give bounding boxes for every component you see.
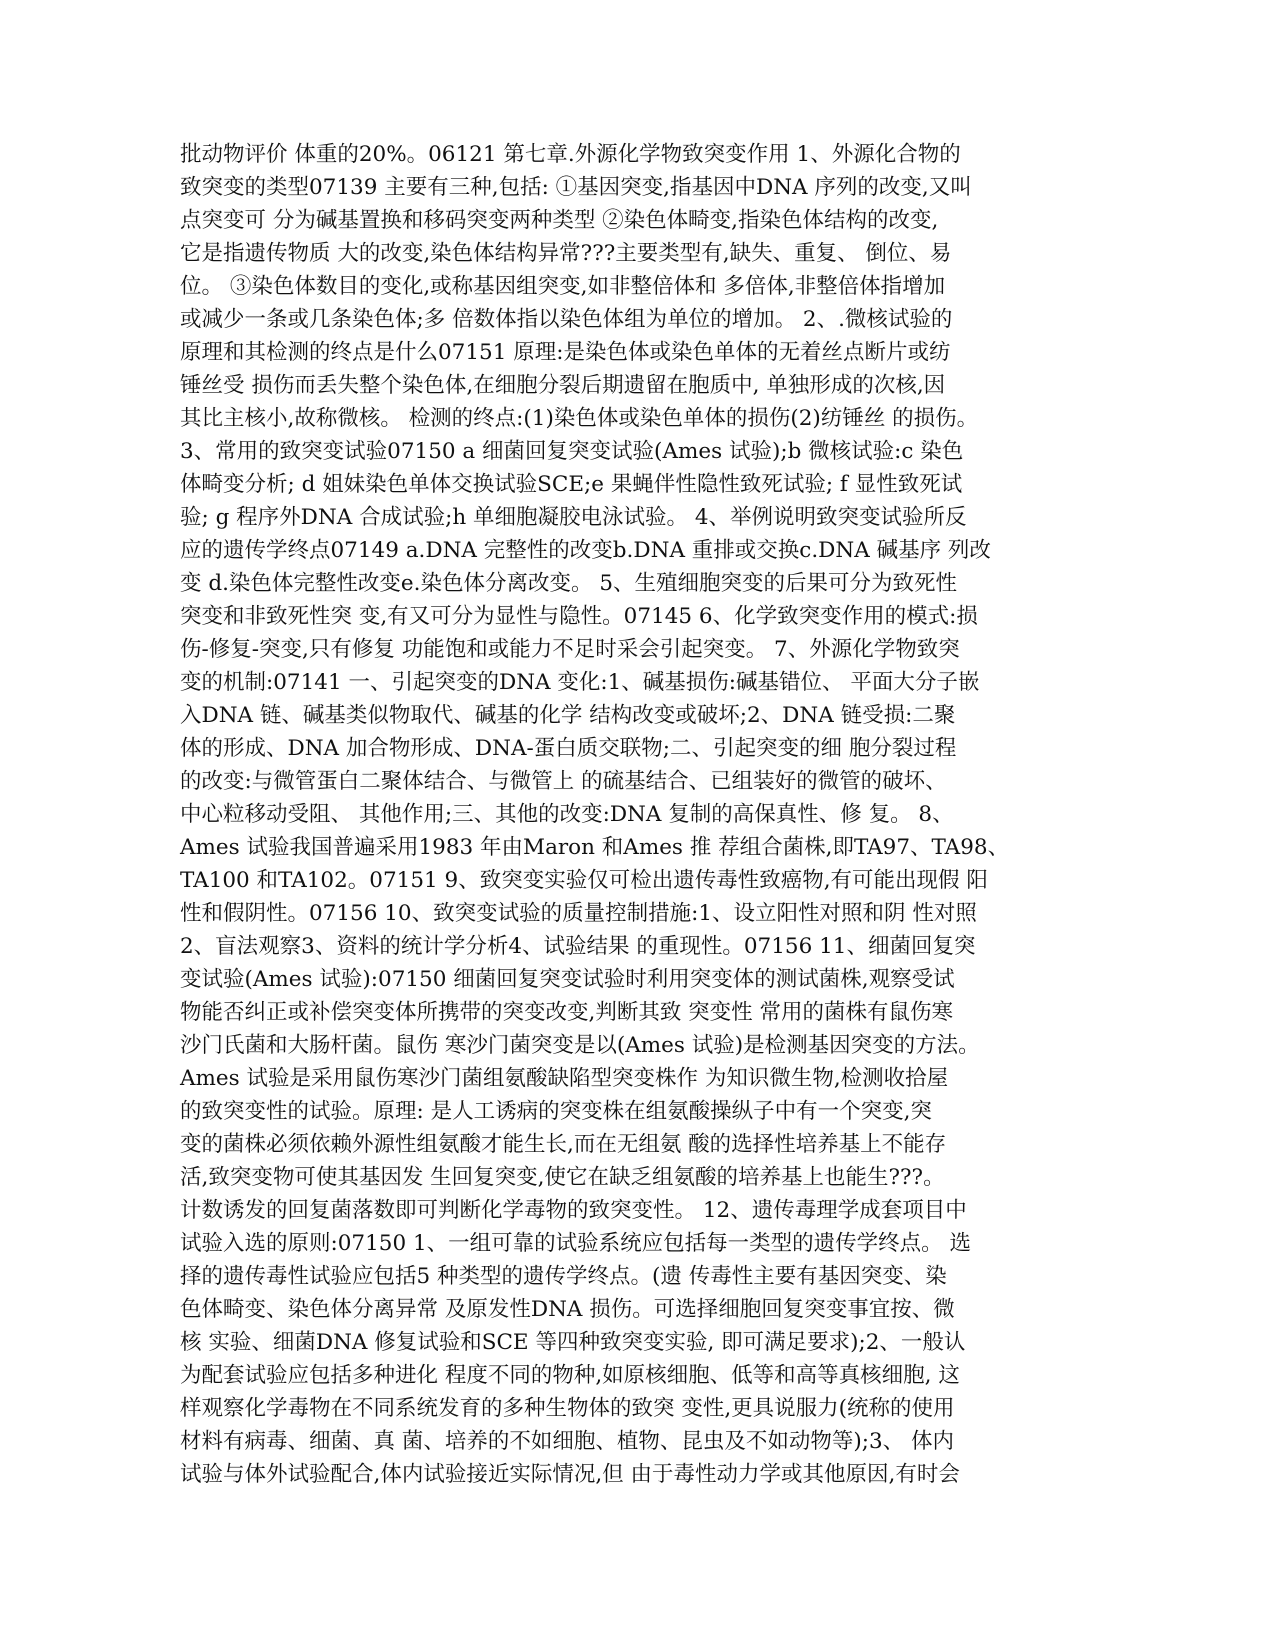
text-line: 批动物评价 体重的20%。06121 第七章.外源化学物致突变作用 1、外源化合物的 [180, 142, 961, 167]
text-line: 或减少一条或几条染色体;多 倍数体指以染色体组为单位的增加。 2、.微核试验的 [180, 307, 953, 332]
text-line: Ames 试验我国普遍采用1983 年由Maron 和Ames 推 荐组合菌株,即TA97、TA98、 [180, 835, 1010, 860]
text-line: 其比主核小,故称微核。 检测的终点:(1)染色体或染色单体的损伤(2)纺锤丝 的损伤。 [180, 406, 979, 431]
text-line: 色体畸变、染色体分离异常 及原发性DNA 损伤。可选择细胞回复突变事宜按、微 [180, 1297, 955, 1322]
text-line: 核 实验、细菌DNA 修复试验和SCE 等四种致突变实验, 即可满足要求);2、一般认 [180, 1330, 966, 1355]
text-line: 3、常用的致突变试验07150 a 细菌回复突变试验(Ames 试验);b 微核试验:c 染色 [180, 439, 964, 464]
text-line: 试验入选的原则:07150 1、一组可靠的试验系统应包括每一类型的遗传学终点。 选 [180, 1231, 971, 1256]
text-line: 变试验(Ames 试验):07150 细菌回复突变试验时利用突变体的测试菌株,观察受试 [180, 967, 955, 992]
text-line: 的改变:与微管蛋白二聚体结合、与微管上 的硫基结合、已组装好的微管的破坏、 [180, 769, 947, 794]
text-line: 变的机制:07141 一、引起突变的DNA 变化:1、碱基损伤:碱基错位、 平面大分子嵌 [180, 670, 980, 695]
document-page [180, 138, 1050, 1491]
text-line: 变 d.染色体完整性改变e.染色体分离改变。 5、生殖细胞突变的后果可分为致死性 [180, 571, 958, 596]
text-line: 试验与体外试验配合,体内试验接近实际情况,但 由于毒性动力学或其他原因,有时会 [180, 1462, 960, 1487]
text-line: 突变和非致死性突 变,有又可分为显性与隐性。07145 6、化学致突变作用的模式:损 [180, 604, 978, 629]
text-line: 位。 ③染色体数目的变化,或称基因组突变,如非整倍体和 多倍体,非整倍体指增加 [180, 274, 946, 299]
text-line: 择的遗传毒性试验应包括5 种类型的遗传学终点。(遗 传毒性主要有基因突变、染 [180, 1264, 947, 1289]
text-line: 锤丝受 损伤而丢失整个染色体,在细胞分裂后期遗留在胞质中, 单独形成的次核,因 [180, 373, 946, 398]
text-line: 计数诱发的回复菌落数即可判断化学毒物的致突变性。 12、遗传毒理学成套项目中 [180, 1198, 967, 1223]
text-line: 物能否纠正或补偿突变体所携带的突变改变,判断其致 突变性 常用的菌株有鼠伤寒 [180, 1000, 954, 1025]
text-line: 原理和其检测的终点是什么07151 原理:是染色体或染色单体的无着丝点断片或纺 [180, 340, 951, 365]
text-line: 变的菌株必须依赖外源性组氨酸才能生长,而在无组氨 酸的选择性培养基上不能存 [180, 1132, 947, 1157]
text-line: 应的遗传学终点07149 a.DNA 完整性的改变b.DNA 重排或交换c.DNA 碱基序 列改 [180, 538, 991, 563]
text-line: 它是指遗传物质 大的改变,染色体结构异常???主要类型有,缺失、重复、 倒位、易 [180, 241, 952, 266]
text-line: TA100 和TA102。07151 9、致突变实验仅可检出遗传毒性致癌物,有可能出现假 阳 [180, 868, 988, 893]
text-line: 为配套试验应包括多种进化 程度不同的物种,如原核细胞、低等和高等真核细胞, 这 [180, 1363, 960, 1388]
text-line: 伤-修复-突变,只有修复 功能饱和或能力不足时采会引起突变。 7、外源化学物致突 [180, 637, 960, 662]
text-line: 2、盲法观察3、资料的统计学分析4、试验结果 的重现性。07156 11、细菌回复突 [180, 934, 976, 959]
text-line: 的致突变性的试验。原理: 是人工诱病的突变株在组氨酸操纵子中有一个突变,突 [180, 1099, 932, 1124]
text-line: 中心粒移动受阻、 其他作用;三、其他的改变:DNA 复制的高保真性、修 复。 8、 [180, 802, 954, 827]
text-line: 样观察化学毒物在不同系统发育的多种生物体的致突 变性,更具说服力(统称的使用 [180, 1396, 955, 1421]
text-line: 入DNA 链、碱基类似物取代、碱基的化学 结构改变或破坏;2、DNA 链受损:二聚 [180, 703, 956, 728]
text-line: Ames 试验是采用鼠伤寒沙门菌组氨酸缺陷型突变株作 为知识微生物,检测收拾屋 [180, 1066, 949, 1091]
text-line: 验; g 程序外DNA 合成试验;h 单细胞凝胶电泳试验。 4、举例说明致突变试验所反 [180, 505, 967, 530]
text-line: 沙门氏菌和大肠杆菌。鼠伤 寒沙门菌突变是以(Ames 试验)是检测基因突变的方法。 [180, 1033, 980, 1058]
text-line: 体的形成、DNA 加合物形成、DNA-蛋白质交联物;二、引起突变的细 胞分裂过程 [180, 736, 957, 761]
text-line: 致突变的类型07139 主要有三种,包括: ①基因突变,指基因中DNA 序列的改变,又叫 [180, 175, 972, 200]
text-line: 性和假阴性。07156 10、致突变试验的质量控制措施:1、设立阳性对照和阴 性对照 [180, 901, 977, 926]
text-line: 材料有病毒、细菌、真 菌、培养的不如细胞、植物、昆虫及不如动物等);3、 体内 [180, 1429, 954, 1454]
text-line: 体畸变分析; d 姐妹染色单体交换试验SCE;e 果蝇伴性隐性致死试验; f 显性致死试 [180, 472, 963, 497]
text-line: 活,致突变物可使其基因发 生回复突变,使它在缺乏组氨酸的培养基上也能生???。 [180, 1165, 945, 1190]
text-line: 点突变可 分为碱基置换和移码突变两种类型 ②染色体畸变,指染色体结构的改变, [180, 208, 939, 233]
